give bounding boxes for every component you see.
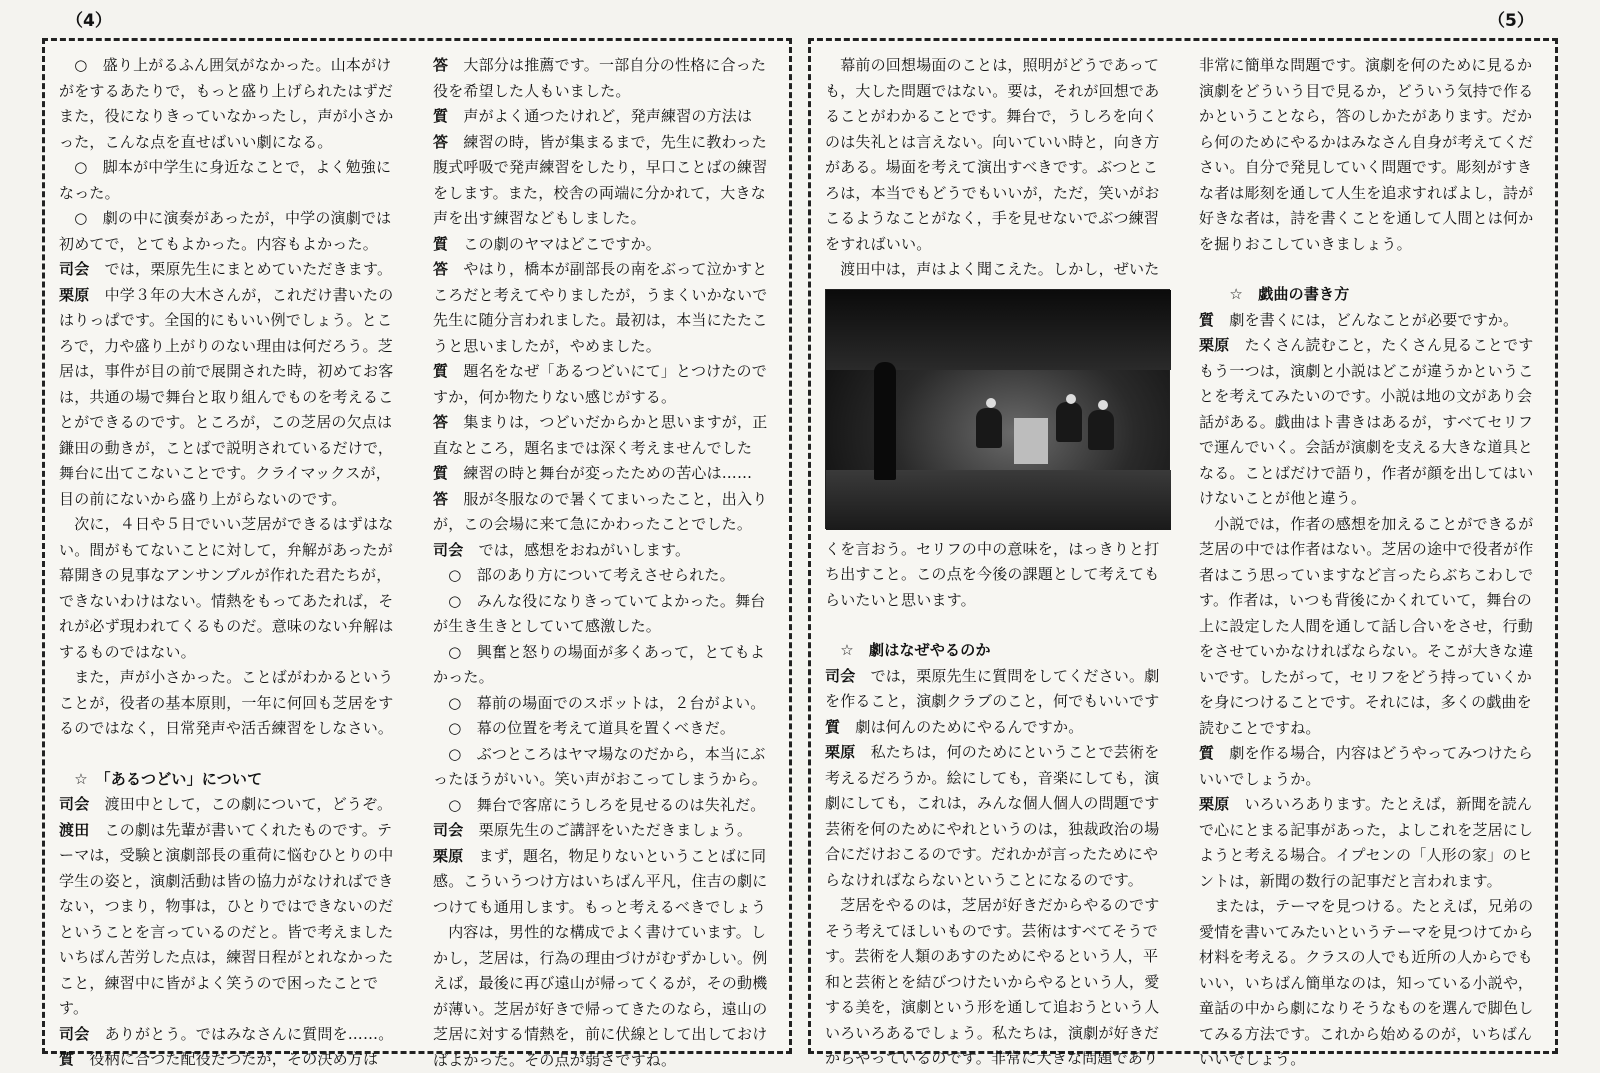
paragraph bbox=[433, 461, 778, 487]
paragraph bbox=[433, 589, 778, 640]
paragraph-text: いろいろあります。たとえば，新聞を読んで心にとまる記事があった，よしこれを芝居にしようと考える場合。イプセンの「人形の家」のヒントは，新聞の数行の記事だと言われます。 bbox=[1199, 795, 1534, 890]
paragraph bbox=[1199, 333, 1544, 512]
speaker-label: 答 bbox=[433, 56, 449, 74]
paragraph bbox=[1199, 792, 1544, 894]
paragraph bbox=[59, 155, 404, 206]
paragraph-text: たくさん読むこと，たくさん見ることですもう一つは，演劇と小説はどこが違うかということを考えてみたいのです。小説は地の文があり会話がある。戯曲はト書きはあるが，すべてセリフで運んでいく。会話が演劇を支える大きな道具となる。ことばだけで語り，作者が顔を出してはいけないことが他と違う。 bbox=[1199, 336, 1534, 507]
paragraph-text: 渡田中は，声はよく聞こえた。しかし，ぜいた bbox=[825, 260, 1160, 278]
speaker-label: 司会 bbox=[433, 821, 464, 839]
paragraph bbox=[825, 740, 1175, 893]
paragraph-text: 劇を作る場合，内容はどうやってみつけたらいいでしょうか。 bbox=[1199, 744, 1534, 788]
speaker-label: 答 bbox=[433, 489, 449, 508]
paragraph bbox=[1199, 741, 1544, 792]
paragraph-text: では，栗原先生に質問をしてください。劇を作ること，演劇クラブのこと，何でもいいです bbox=[825, 666, 1160, 710]
paragraph-text: 栗原先生のご講評をいただきましょう。 bbox=[463, 821, 753, 839]
paragraph bbox=[59, 1047, 404, 1073]
paragraph-text: では，栗原先生にまとめていただきます。 bbox=[89, 260, 393, 278]
paragraph bbox=[59, 206, 404, 257]
paragraph-text: この劇は先輩が書いてくれたものです。テーマは，受験と演劇部長の重荷に悩むひとりの中学生の姿と，演劇活動は皆の協力がなければできない，つまり，物事は，ひとりではできないのだということを言っているのだと。皆で考えました いちばん苦労した点は，練習日程がとれなかったこと，練習中に皆がよく笑うので困ったことです。 bbox=[59, 820, 409, 1017]
speaker-label: 栗原 bbox=[825, 743, 856, 761]
right-column-1 bbox=[825, 53, 1175, 1067]
seated-actor-figure bbox=[1088, 410, 1114, 450]
paragraph bbox=[59, 1022, 404, 1048]
paragraph bbox=[433, 640, 778, 691]
paragraph-text: まず，題名，物足りないということばに同感。こういうつけ方はいちばん平凡，住吉の劇につけても通用します。もっと考えるべきでしょう bbox=[433, 846, 768, 916]
paragraph bbox=[433, 410, 778, 461]
right-page bbox=[808, 38, 1558, 1068]
paragraph-text: 服が冬服なので暑くてまいったこと，出入りが，この会場に来て急にかわったことでした。 bbox=[433, 489, 768, 533]
paragraph bbox=[433, 818, 778, 844]
paragraph-text: ○ 脚本が中学生に身近なことで，よく勉強になった。 bbox=[59, 158, 392, 202]
speaker-label: 質 bbox=[433, 464, 449, 482]
seated-actor-figure bbox=[1056, 402, 1082, 442]
speaker-label: 栗原 bbox=[1199, 795, 1230, 813]
paragraph-text: ○ みんな役になりきっていてよかった。舞台が生き生きとしていて感激した。 bbox=[433, 591, 766, 635]
stage-photo bbox=[825, 289, 1170, 529]
paragraph-text: 幕前の回想場面のことは，照明がどうであっても，大した問題ではない。要は，それが回想であることがわかることです。舞台で，うしろを向くのは失礼とは言えない。向いていい時と，向き方がある。場面を考えて演出すべきです。ぶつところは，本当でもどうでもいいが，ただ，笑いがおこるようなことがなく，手を見せないでぶつ練習をすればいい。 bbox=[825, 56, 1160, 253]
left-page bbox=[42, 38, 792, 1069]
paragraph bbox=[433, 793, 778, 819]
speaker-label: 質 bbox=[1199, 310, 1215, 329]
paragraph bbox=[433, 130, 778, 232]
paragraph-text: 練習の時と舞台が変ったための苦心は…… bbox=[448, 464, 753, 482]
paragraph-text: 私たちは，何のためにということで芸術を考えるだろうか。絵にしても，音楽にしても，演劇にしても，これは，みんな個人個人の問題です 芸術を何のためにやれというのは，独裁政治の場合にだけおこるのです。だれかが言ったためにやらなければならないということになるのです。 bbox=[825, 743, 1175, 889]
paragraph-text: 渡田中として，この劇について，どうぞ。 bbox=[89, 795, 393, 813]
section-heading: ☆ 「あるつどい」について bbox=[59, 769, 263, 788]
speaker-label: 答 bbox=[433, 260, 449, 278]
paragraph-text: 劇を書くには，どんなことが必要ですか。 bbox=[1214, 310, 1519, 329]
speaker-label: 答 bbox=[433, 413, 449, 431]
paragraph-text: この劇のヤマはどこですか。 bbox=[448, 234, 662, 253]
speaker-label: 司会 bbox=[59, 1024, 90, 1043]
paragraph bbox=[825, 664, 1170, 715]
paragraph bbox=[59, 792, 404, 818]
paragraph bbox=[433, 538, 778, 564]
left-column-2 bbox=[433, 53, 778, 1069]
right-column-1-top bbox=[825, 53, 1170, 283]
paragraph-gap bbox=[1199, 257, 1544, 282]
paragraph-text: 大部分は推薦です。一部自分の性格に合った役を希望した人もいました。 bbox=[433, 56, 767, 100]
paragraph-text: 役柄に合つた配役だつたが，その決め方は bbox=[74, 1050, 379, 1068]
paragraph-text: ○ 興奮と怒りの場面が多くあって，とてもよかった。 bbox=[433, 642, 766, 686]
paragraph bbox=[1199, 512, 1544, 742]
paragraph bbox=[59, 512, 404, 665]
paragraph bbox=[433, 359, 778, 410]
paragraph-text: 集まりは，つどいだからかと思いますが，正直なところ，題名までは深く考えませんでした bbox=[433, 413, 768, 457]
paragraph-text: ○ 盛り上がるふん囲気がなかった。山本がけがをするあたりで，もっと盛り上げられたはずだまた，役になりきっていなかったし，声が小さかった，こんな点を直せばいい劇になる。 bbox=[59, 56, 394, 151]
paragraph bbox=[825, 893, 1170, 1072]
paragraph-text: 芝居をやるのは，芝居が好きだからやるのですそう考えてほしいものです。芸術はすべてそうです。芸術を人類のあすのためにやるという人，平和と芸術とを結びつけたいからやるという人，愛する美を，演劇という形を通して追おうという人いろいろあるでしょう。私たちは，演劇が好きだからやっているのです。非常に大きな問題であり bbox=[825, 896, 1160, 1067]
paragraph bbox=[1199, 308, 1544, 334]
paragraph-text: 劇は何んのためにやるんですか。 bbox=[840, 717, 1084, 736]
paragraph bbox=[59, 818, 409, 1022]
speaker-label: 質 bbox=[433, 362, 449, 380]
standing-actor-figure bbox=[874, 362, 896, 480]
paragraph bbox=[433, 742, 778, 793]
paragraph-text: くを言おう。セリフの中の意味を，はっきりと打ち出すこと。この点を今後の課題として考えてもらいたいと思います。 bbox=[825, 539, 1160, 609]
paragraph bbox=[825, 537, 1170, 614]
seated-actor-figure bbox=[976, 408, 1002, 448]
right-column-2 bbox=[1199, 53, 1544, 1068]
speaker-label: 司会 bbox=[825, 666, 856, 685]
speaker-label: 質 bbox=[825, 717, 841, 736]
paragraph-text: やはり，橋本が副部長の南をぶって泣かすところだと考えてやりましたが，うまくいかないで先生に随分言われました。最初は，本当にたたこうと思いましたが，やめました。 bbox=[433, 260, 768, 355]
paragraph bbox=[433, 920, 778, 1073]
paragraph bbox=[433, 104, 778, 130]
paragraph-text: ○ 劇の中に演奏があったが，中学の演劇では初めてで，とてもよかった。内容もよかった。 bbox=[59, 209, 392, 253]
page-number-right: （5） bbox=[1488, 11, 1534, 31]
paragraph-text: 声がよく通つたけれど，発声練習の方法は bbox=[448, 107, 753, 125]
right-column-1-bottom bbox=[825, 537, 1175, 1072]
paragraph-text: また，声が小さかった。ことばがわかるということが，役者の基本原則，一年に何回も芝居をするのではなく，日常発声や活舌練習をしなさい。 bbox=[59, 668, 394, 737]
paragraph-text: ○ ぶつところはヤマ場なのだから，本当にぶったほうがいい。笑い声がおこってしまうから。 bbox=[433, 744, 768, 788]
paragraph bbox=[433, 844, 778, 921]
speaker-label: 司会 bbox=[433, 540, 464, 559]
paragraph-text: 非常に簡単な問題です。演劇を何のために見るか演劇をどういう目で見るか，どういう気持で作るかということなら，答のしかたがあります。だから何のためにやるかはみなさん自身が考えてください。自分で発見していく問題です。彫刻がすきな者は彫刻を通して人生を追求すればよし，詩が好きな者は，詩を書くことを通して人間とは何かを掘りおこしていきましょう。 bbox=[1199, 56, 1534, 253]
section-heading: ☆ 戯曲の書き方 bbox=[1199, 285, 1350, 303]
paragraph-text: 中学３年の大木さんが，これだけ書いたのはりっぱです。全国的にもいい例でしょう。ところで，力や盛り上がりのない理由は何だろう。芝居は，事件が目の前で展開された時，初めてお客は，共通の場で舞台と取り組んでものを考えることができるのです。ところが，この芝居の欠点は鎌田の動きが，ことばで説明されているだけで，舞台に出てこないことです。クライマックスが，目の前にないから盛り上がらないのです。 bbox=[59, 285, 394, 508]
speaker-label: 質 bbox=[59, 1050, 75, 1068]
paragraph-gap bbox=[59, 742, 404, 767]
paragraph-text: ○ 幕の位置を考えて道具を置くべきだ。 bbox=[433, 719, 736, 737]
speaker-label: 質 bbox=[433, 234, 449, 253]
paragraph bbox=[59, 257, 404, 283]
paragraph-text: ありがとう。ではみなさんに質問を……。 bbox=[89, 1024, 394, 1043]
paragraph bbox=[825, 53, 1170, 257]
paragraph-gap bbox=[825, 613, 1170, 638]
speaker-label: 司会 bbox=[59, 260, 90, 278]
speaker-label: 栗原 bbox=[1199, 336, 1230, 354]
speaker-label: 質 bbox=[433, 107, 449, 125]
speaker-label: 渡田 bbox=[59, 820, 90, 839]
paragraph-text: 次に，４日や５日でいい芝居ができるはずはない。間がもてないことに対して，弁解があったが幕開きの見事なアンサンブルが作れた君たちが，できないわけはない。情熱をもってあたれば，それが必ず現われてくるものだ。意味のない弁解はするものではない。 bbox=[59, 515, 394, 661]
paragraph bbox=[59, 665, 404, 742]
speaker-label: 司会 bbox=[59, 795, 90, 813]
paragraph bbox=[433, 563, 778, 589]
speaker-label: 栗原 bbox=[59, 285, 90, 304]
paragraph-text: または，テーマを見つける。たとえば，兄弟の愛情を書いてみたいというテーマを見つけてから材料を考える。クラスの人でも近所の人からでもいい，いちばん簡単なのは，知っている小説や，童話の中から劇になりそうなものを選んで脚色してみる方法です。これから始めるのが，いちばんいいでしょう。 bbox=[1199, 897, 1534, 1068]
paragraph bbox=[433, 487, 778, 538]
speaker-label: 質 bbox=[1199, 744, 1215, 762]
paragraph-text: 練習の時，皆が集まるまで，先生に教わった腹式呼吸で発声練習をしたり，早口ことばの練習をします。また，校舎の両端に分かれて，大きな声を出す練習などもしました。 bbox=[433, 132, 768, 227]
speaker-label: 栗原 bbox=[433, 846, 464, 865]
section-heading: ☆ 劇はなぜやるのか bbox=[825, 641, 991, 659]
paragraph-text: ○ 舞台で客席にうしろを見せるのは失礼だ。 bbox=[433, 795, 766, 814]
paragraph bbox=[59, 53, 404, 155]
paragraph bbox=[825, 715, 1170, 741]
speaker-label: 答 bbox=[433, 132, 449, 151]
paragraph bbox=[433, 257, 778, 359]
paragraph bbox=[825, 257, 1170, 283]
paragraph bbox=[59, 283, 404, 513]
left-column-1 bbox=[59, 53, 409, 1068]
stage-table bbox=[1014, 418, 1048, 464]
paragraph bbox=[433, 232, 778, 258]
paragraph-text: ○ 幕前の場面でのスポットは，２台がよい。 bbox=[433, 693, 766, 712]
paragraph-text: ○ 部のあり方について考えさせられた。 bbox=[433, 566, 735, 584]
paragraph bbox=[433, 53, 778, 104]
paragraph bbox=[1199, 894, 1544, 1073]
paragraph bbox=[433, 691, 778, 717]
paragraph-text: 内容は，男性的な構成でよく書けています。しかし，芝居は，行為の理由づけがむずかしい。例えば，最後に再び遠山が帰ってくるが，その動機が薄い。芝居が好きで帰ってきたのなら，遠山の芝居に対する情熱を，前に伏線として出しておけばよかった。その点が弱さですね。 bbox=[433, 923, 768, 1069]
page-number-left: （4） bbox=[66, 11, 112, 31]
paragraph bbox=[433, 716, 778, 742]
paragraph-text: 題名をなぜ「あるつどいにて」とつけたのですか，何か物たりない感じがする。 bbox=[433, 362, 767, 406]
paragraph-text: 小説では，作者の感想を加えることができるが芝居の中では作者はない。芝居の途中で役者が作者はこう思っていますなど言ったらぶちこわしです。作者は，いつも背後にかくれていて，舞台の上に設定した人間を通して話し合いをさせ，行動をさせていかなければならない。そこが大きな違いです。したがって，セリフをどう持っていくかを身につけることです。それには，多くの戯曲を読むことですね。 bbox=[1199, 514, 1534, 737]
paragraph bbox=[1199, 53, 1544, 257]
paragraph-text: では，感想をおねがいします。 bbox=[463, 540, 691, 559]
